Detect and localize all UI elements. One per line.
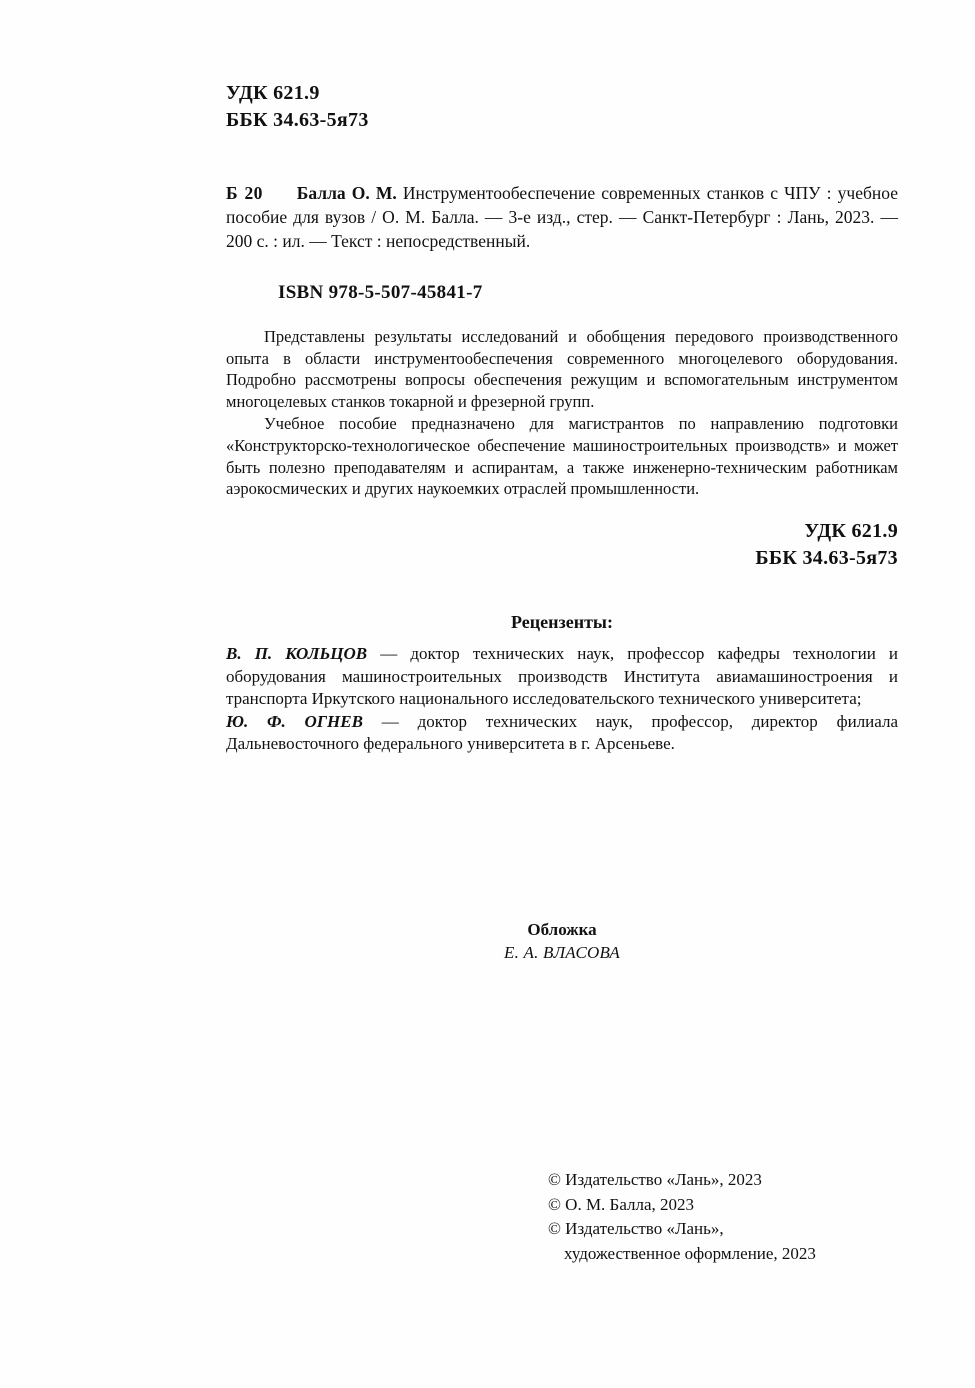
- cover-label: Обложка: [527, 920, 597, 939]
- annotation: [226, 326, 898, 500]
- udk-bbk-top: [226, 80, 898, 134]
- cip-description: Инструментообеспечение современных станков с ЧПУ : учебное пособие для вузов / О. М. Балла. — 3-е изд., стер. — Санкт-Петербург : Лань, 2023. — 200 с. : ил. — Текст : непосредственный.: [226, 183, 898, 251]
- reviewer-name: В. П. КОЛЬЦОВ: [226, 644, 368, 664]
- reviewer-item: [226, 643, 898, 711]
- reviewer-description: — доктор технических наук, профессор, директор филиала Дальневосточного федерального университета в г. Арсеньеве.: [226, 711, 899, 754]
- reviewer-name: Ю. Ф. ОГНЕВ: [226, 711, 363, 731]
- udk-bottom-line: УДК 621.9: [804, 520, 898, 543]
- copyright-block: [548, 1168, 908, 1267]
- copyright-line-2: © О. М. Балла, 2023: [548, 1194, 695, 1214]
- isbn: ISBN 978-5-507-45841-7: [278, 281, 483, 303]
- reviewer-description: — доктор технических наук, профессор кафедры технологии и оборудования машиностроительных производств Института авиамашиностроения и транспорта Иркутского национального исследовательского технического университета;: [226, 644, 898, 709]
- annotation-paragraph-2: Учебное пособие предназначено для магистрантов по направлению подготовки «Конструкторско-технологическое обеспечение машиностроительных производств» и может быть полезно преподавателям и аспирантам, а также инженерно-техническим работникам аэрокосмических и других наукоемких отраслей промышленности.: [226, 413, 898, 499]
- cover-credit: [226, 920, 898, 963]
- reviewers-list: [226, 643, 898, 756]
- cip-index: Б 20: [226, 183, 263, 203]
- udk-bbk-bottom: [226, 518, 898, 572]
- copyright-line-1: © Издательство «Лань», 2023: [548, 1170, 762, 1189]
- udk-top-line: УДК 621.9: [226, 82, 320, 104]
- annotation-paragraph-1: Представлены результаты исследований и обобщения передового производственного опыта в области инструментообеспечения современного многоцелевого оборудования. Подробно рассмотрены вопросы обеспечения режущим и вспомогательным инструментом многоцелевых станков токарной и фрезерной групп.: [226, 326, 898, 412]
- reviewers-title: Рецензенты:: [511, 612, 613, 633]
- page-content: [226, 80, 898, 756]
- bbk-bottom-line: ББК 34.63-5я73: [755, 547, 898, 570]
- reviewer-item: [226, 711, 898, 756]
- bbk-top-line: ББК 34.63-5я73: [226, 109, 369, 131]
- cip-record: [226, 182, 898, 254]
- copyright-line-4: [548, 1242, 908, 1267]
- cover-designer: Е. А. ВЛАСОВА: [504, 943, 620, 962]
- copyright-line-4-text: художественное оформление, 2023: [564, 1243, 816, 1263]
- cip-author: Балла О. М.: [296, 183, 397, 203]
- copyright-line-3: © Издательство «Лань»,: [548, 1219, 724, 1239]
